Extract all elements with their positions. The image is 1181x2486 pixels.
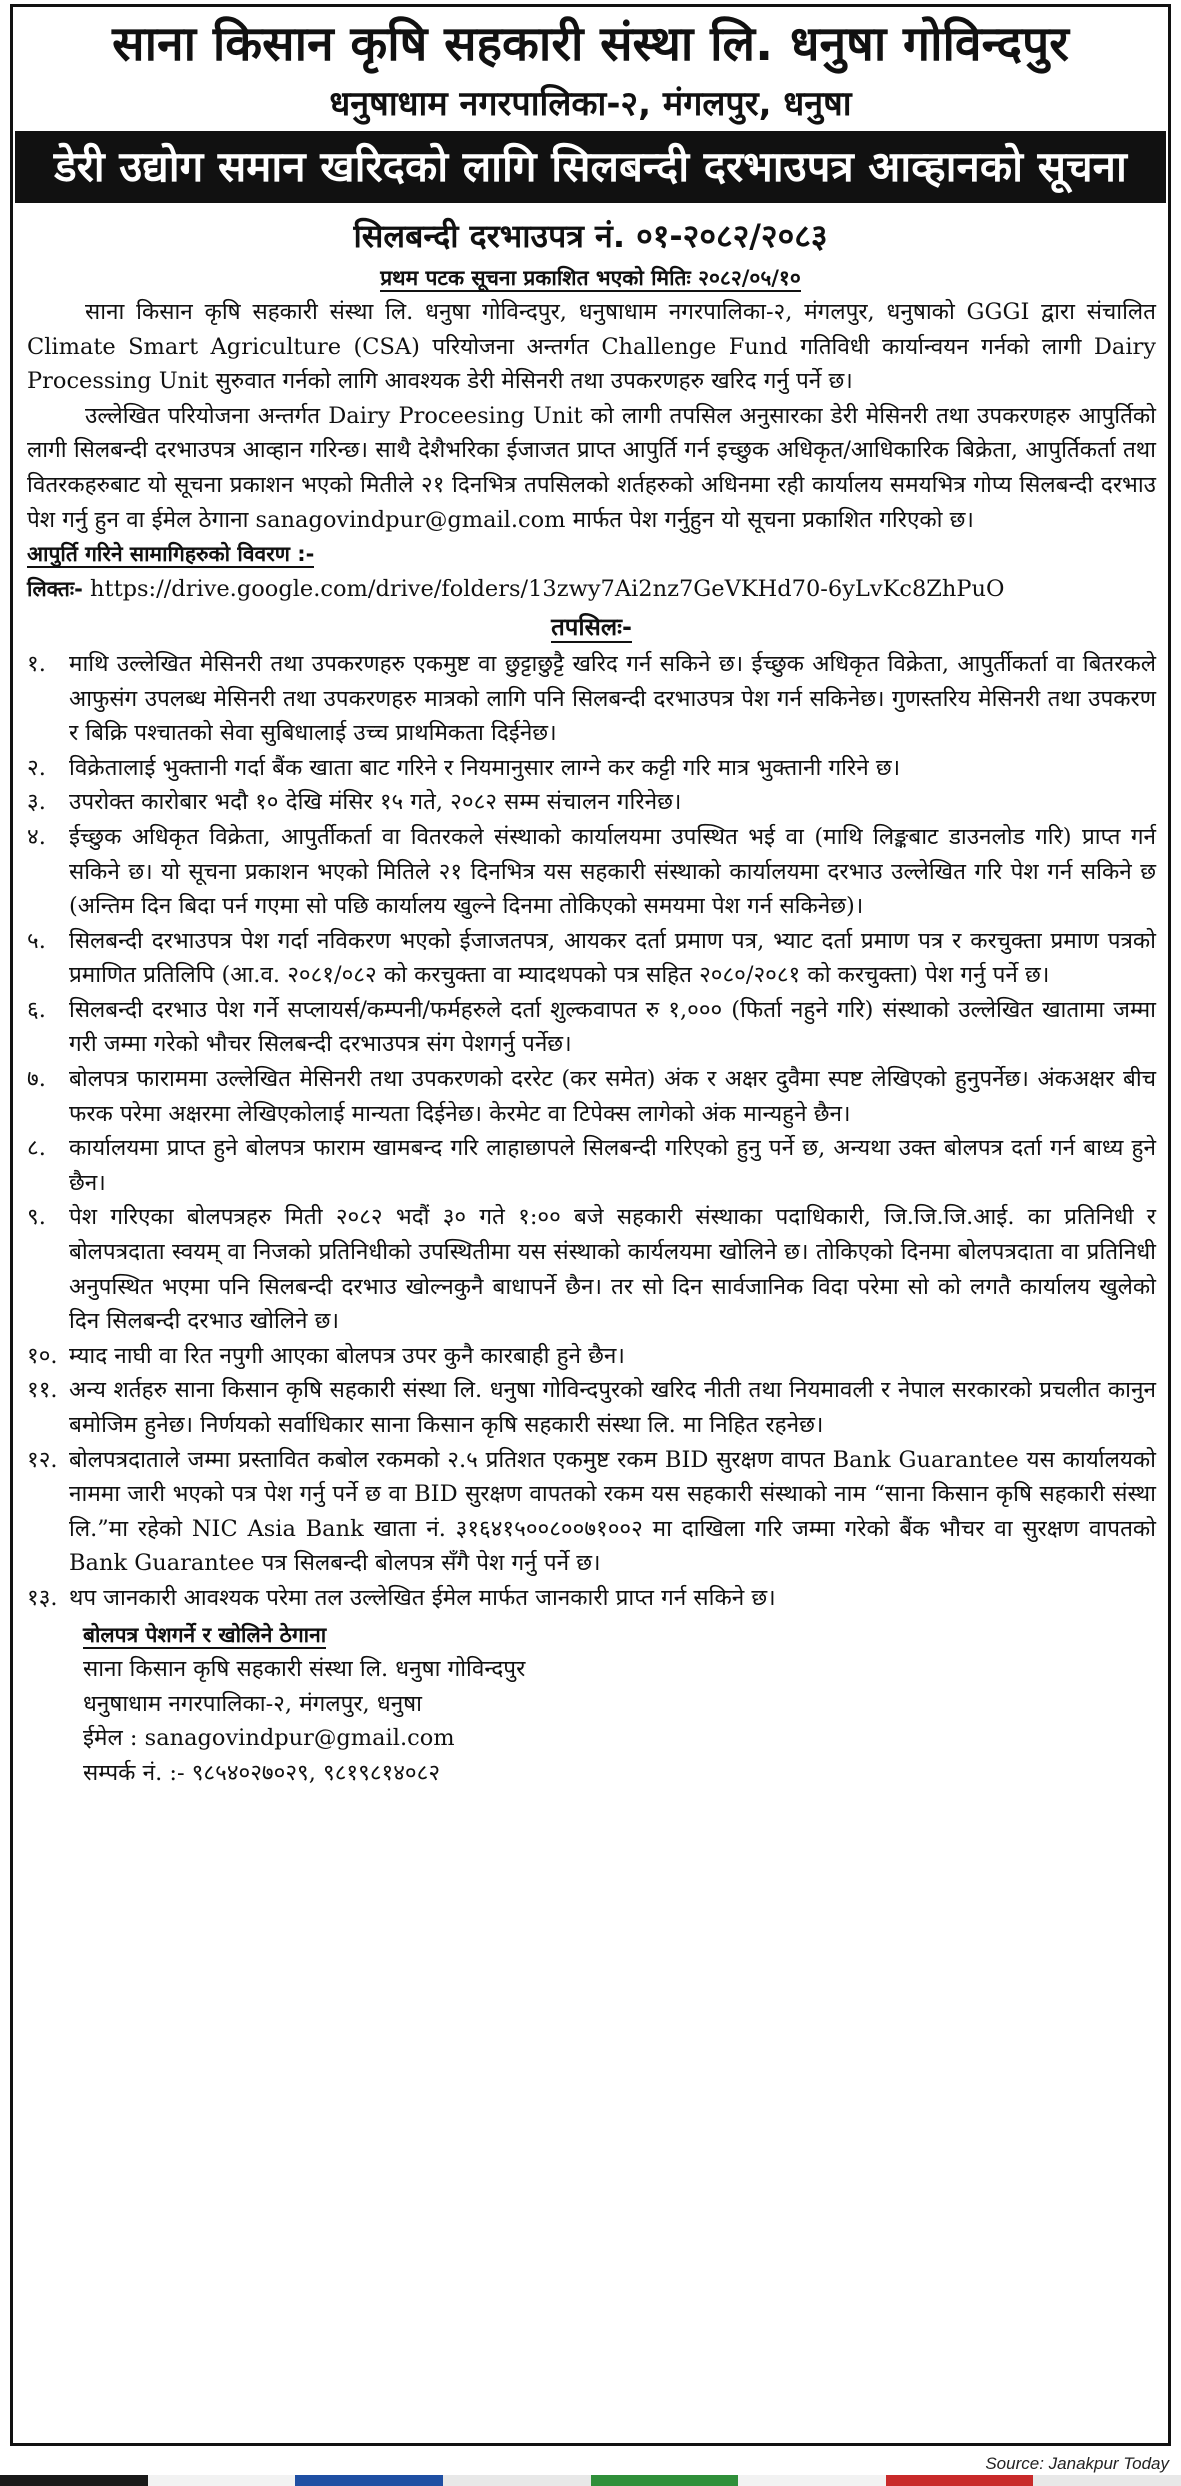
term-number: ७. [27, 1066, 46, 1093]
color-strip [0, 2475, 1181, 2486]
term-number: ९. [27, 1204, 46, 1231]
supply-label-text: आपुर्ति गरिने सामागिहरुको विवरण :- [27, 542, 315, 567]
term-item [27, 647, 1156, 751]
term-item [27, 785, 1156, 820]
contact-org: साना किसान कृषि सहकारी संस्था लि. धनुषा गोविन्दपुर [83, 1656, 526, 1683]
term-text: म्याद नाघी वा रित नपुगी आएका बोलपत्र उपर कुनै कारबाही हुने छैन। [69, 1342, 625, 1369]
color-strip-segment [0, 2475, 148, 2486]
term-item [27, 924, 1156, 993]
publish-date [13, 261, 1168, 295]
intro-paragraph: साना किसान कृषि सहकारी संस्था लि. धनुषा गोविन्दपुर, धनुषाधाम नगरपालिका-२, मंगलपुर, धनुषाको GGGI द्वारा संचालित Climate Smart Agriculture (CSA) परियोजना अन्तर्गत Challenge Fund गतिविधी कार्यान्वयन गर्नको लागी Dairy Processing Unit सुरुवात गर्नको लागि आवश्यक डेरी मेसिनरी तथा उपकरणहरु खरिद गर्नु पर्ने छ। [27, 299, 1156, 395]
term-number: ४. [27, 823, 46, 850]
term-text: थप जानकारी आवश्यक परेमा तल उल्लेखित ईमेल मार्फत जानकारी प्राप्त गर्न सकिने छ। [69, 1584, 776, 1611]
term-item [27, 993, 1156, 1062]
terms-list [27, 647, 1156, 1616]
contact-phone: सम्पर्क नं. :- ९८५४०२७०२९, ९८१९८१४०८२ [83, 1759, 441, 1786]
term-text: पेश गरिएका बोलपत्रहरु मिती २०८२ भदौं ३० गते १:०० बजे सहकारी संस्थाका पदाधिकारी, जि.जि.जि.आई. का प्रतिनिधी र बोलपत्रदाता स्वयम् वा निजको प्रतिनिधीको उपस्थितीमा यस संस्थाको कार्यलयमा खोलिने छ। तोकिएको दिनमा बोलपत्रदाता वा प्रतिनिधी अनुपस्थित भएमा पनि सिलबन्दी दरभाउ खोल्नकुनै बाधापर्ने छैन। तर सो दिन सार्वजानिक विदा परेमा सो को लगतै कार्यालय खुलेको दिन सिलबन्दी दरभाउ खोलिने छ। [69, 1204, 1156, 1335]
term-item [27, 1373, 1156, 1442]
notice-frame [10, 4, 1171, 2446]
term-text: अन्य शर्तहरु साना किसान कृषि सहकारी संस्था लि. धनुषा गोविन्दपुरको खरिद नीती तथा नियमावली र नेपाल सरकारको प्रचलीत कानुन बमोजिम हुनेछ। निर्णयको सर्वाधिकार साना किसान कृषि सहकारी संस्था लि. मा निहित रहनेछ। [69, 1377, 1156, 1438]
term-text: ईच्छुक अधिकृत विक्रेता, आपुर्तीकर्ता वा वितरकले संस्थाको कार्यालयमा उपस्थित भई वा (माथि लिङ्कबाट डाउनलोड गरि) प्राप्त गर्न सकिने छ। यो सूचना प्रकाशन भएको मितिले २१ दिनभित्र यस सहकारी संस्थाको कार्यालयमा दरभाउ उल्लेखित गरि पेश गर्न सकिने छ (अन्तिम दिन बिदा पर्न गएमा सो पछि कार्यालय खुल्ने दिनमा तोकिएको समयमा पेश गर्न सकिनेछ)। [69, 823, 1156, 920]
term-number: २. [27, 754, 46, 781]
contact-email[interactable]: ईमेल : sanagovindpur@gmail.com [83, 1725, 455, 1752]
tender-number: सिलबन्दी दरभाउपत्र नं. ०१-२०८२/२०८३ [353, 217, 828, 255]
source-credit: Source: Janakpur Today [985, 2454, 1169, 2473]
term-text: कार्यालयमा प्राप्त हुने बोलपत्र फाराम खामबन्द गरि लाहाछापले सिलबन्दी गरिएको हुनु पर्ने छ, अन्यथा उक्त बोलपत्र दर्ता गर्न बाध्य हुने छैन। [69, 1135, 1156, 1196]
term-item [27, 1131, 1156, 1200]
notice-body [13, 295, 1168, 1791]
color-strip-segment [295, 2475, 443, 2486]
supply-label [27, 537, 1156, 572]
link-label: लिक्तः- [27, 576, 83, 601]
term-item [27, 1200, 1156, 1338]
term-text: बोलपत्रदाताले जम्मा प्रस्तावित कबोल रकमको २.५ प्रतिशत एकमुष्ट रकम BID सुरक्षण वापत Bank Guarantee यस कार्यालयको नाममा जारी भएको पत्र पेश गर्नु पर्ने छ वा BID सुरक्षण वापतको रकम यस सहकारी संस्थाको नाम “साना किसान कृषि सहकारी संस्था लि.”मा रहेको NIC Asia Bank खाता नं. ३१६४१५००८००७१००२ मा दाखिला गरि जम्मा गरेको बैंक भौचर वा सुरक्षण वापतको Bank Guarantee पत्र सिलबन्दी बोलपत्र सँगै पेश गर्नु पर्ने छ। [69, 1446, 1156, 1577]
term-number: १. [27, 650, 46, 677]
term-text: सिलबन्दी दरभाउ पेश गर्ने सप्लायर्स/कम्पनी/फर्महरुले दर्ता शुल्कवापत रु १,००० (फिर्ता नहुने गरि) संस्थाको उल्लेखित खातामा जम्मा गरी जम्मा गरेको भौचर सिलबन्दी दरभाउपत्र संग पेशगर्नु पर्नेछ। [69, 996, 1156, 1058]
term-text: बोलपत्र फाराममा उल्लेखित मेसिनरी तथा उपकरणको दररेट (कर समेत) अंक र अक्षर दुवैमा स्पष्ट लेखिएको हुनुपर्नेछ। अंकअक्षर बीच फरक परेमा अक्षरमा लेखिएकोलाई मान्यता दिईनेछ। केरमेट वा टिपेक्स लागेको अंक मान्यहुने छैन। [69, 1066, 1156, 1127]
term-number: १३. [27, 1584, 58, 1611]
term-item [27, 751, 1156, 786]
terms-heading-text: तपसिलः- [551, 613, 632, 642]
org-name: साना किसान कृषि सहकारी संस्था लि. धनुषा गोविन्दपुर [112, 16, 1069, 72]
term-item [27, 820, 1156, 924]
contact-heading [83, 1618, 1156, 1653]
contact-address: धनुषाधाम नगरपालिका-२, मंगलपुर, धनुषा [83, 1690, 423, 1717]
color-strip-segment [443, 2475, 591, 2486]
term-number: ३. [27, 789, 46, 816]
contact-block [83, 1618, 1156, 1791]
term-text: माथि उल्लेखित मेसिनरी तथा उपकरणहरु एकमुष्ट वा छुट्टाछुट्टै खरिद गर्न सकिने छ। ईच्छुक अधिकृत विक्रेता, आपुर्तीकर्ता वा बितरकले आफुसंग उपलब्ध मेसिनरी तथा उपकरणहरु मात्रको लागि पनि सिलबन्दी दरभाउपत्र पेश गर्न सकिनेछ। गुणस्तरिय मेसिनरी तथा उपकरण र बिक्रि पश्चातको सेवा सुबिधालाई उच्च प्राथमिकता दिईनेछ। [69, 650, 1156, 747]
contact-heading-text: बोलपत्र पेशगर्ने र खोलिने ठेगाना [83, 1622, 327, 1647]
term-text: उपरोक्त कारोबार भदौ १० देखि मंसिर १५ गते, २०८२ सम्म संचालन गरिनेछ। [69, 789, 682, 816]
link-line [27, 572, 1156, 607]
term-text: विक्रेतालाई भुक्तानी गर्दा बैंक खाता बाट गरिने र नियमानुसार लाग्ने कर कट्टी गरि मात्र भुक्तानी गरिने छ। [69, 754, 901, 781]
term-item [27, 1443, 1156, 1581]
term-number: ८. [27, 1135, 46, 1162]
term-number: ६. [27, 996, 46, 1023]
term-item [27, 1062, 1156, 1131]
drive-link[interactable]: https://drive.google.com/drive/folders/13zwy7Ai2nz7GeVKHd70-6yLvKc8ZhPuO [90, 575, 1005, 602]
term-number: १०. [27, 1342, 58, 1369]
org-address: धनुषाधाम नगरपालिका-२, मंगलपुर, धनुषा [329, 84, 852, 124]
terms-heading [27, 610, 1156, 645]
color-strip-segment [1033, 2475, 1181, 2486]
term-number: ११. [27, 1377, 58, 1404]
term-item [27, 1339, 1156, 1374]
color-strip-segment [886, 2475, 1034, 2486]
second-paragraph: उल्लेखित परियोजना अन्तर्गत Dairy Proceesing Unit को लागी तपसिल अनुसारका डेरी मेसिनरी तथा उपकरणहरु आपुर्तिको लागी सिलबन्दी दरभाउपत्र आव्हान गरिन्छ। साथै देशैभरिका ईजाजत प्राप्त आपुर्ति गर्न इच्छुक अधिकृत/आधिकारिक बिक्रेता, आपुर्तिकर्ता तथा वितरकहरुबाट यो सूचना प्रकाशन भएको मितीले २१ दिनभित्र तपसिलको शर्तहरुको अधिनमा रही कार्यालय समयभित्र गोप्य सिलबन्दी दरभाउ पेश गर्नु हुन वा ईमेल ठेगाना sanagovindpur@gmail.com मार्फत पेश गर्नुहुन यो सूचना प्रकाशित गरिएको छ। [27, 402, 1156, 533]
publish-date-text: प्रथम पटक सूचना प्रकाशित भएको मितिः २०८२/०५/१० [380, 266, 801, 290]
term-item [27, 1581, 1156, 1616]
term-number: १२. [27, 1446, 58, 1473]
color-strip-segment [148, 2475, 296, 2486]
term-text: सिलबन्दी दरभाउपत्र पेश गर्दा नविकरण भएको ईजाजतपत्र, आयकर दर्ता प्रमाण पत्र, भ्याट दर्ता प्रमाण पत्र र करचुक्ता प्रमाण पत्रको प्रमाणित प्रतिलिपि (आ.व. २०८१/०८२ को करचुक्ता वा म्यादथपको पत्र सहित २०८०/२०८१ को करचुक्ता) पेश गर्नु पर्ने छ। [69, 927, 1156, 989]
term-number: ५. [27, 927, 46, 954]
color-strip-segment [591, 2475, 739, 2486]
notice-banner: डेरी उद्योग समान खरिदको लागि सिलबन्दी दरभाउपत्र आव्हानको सूचना [15, 131, 1166, 203]
color-strip-segment [738, 2475, 886, 2486]
